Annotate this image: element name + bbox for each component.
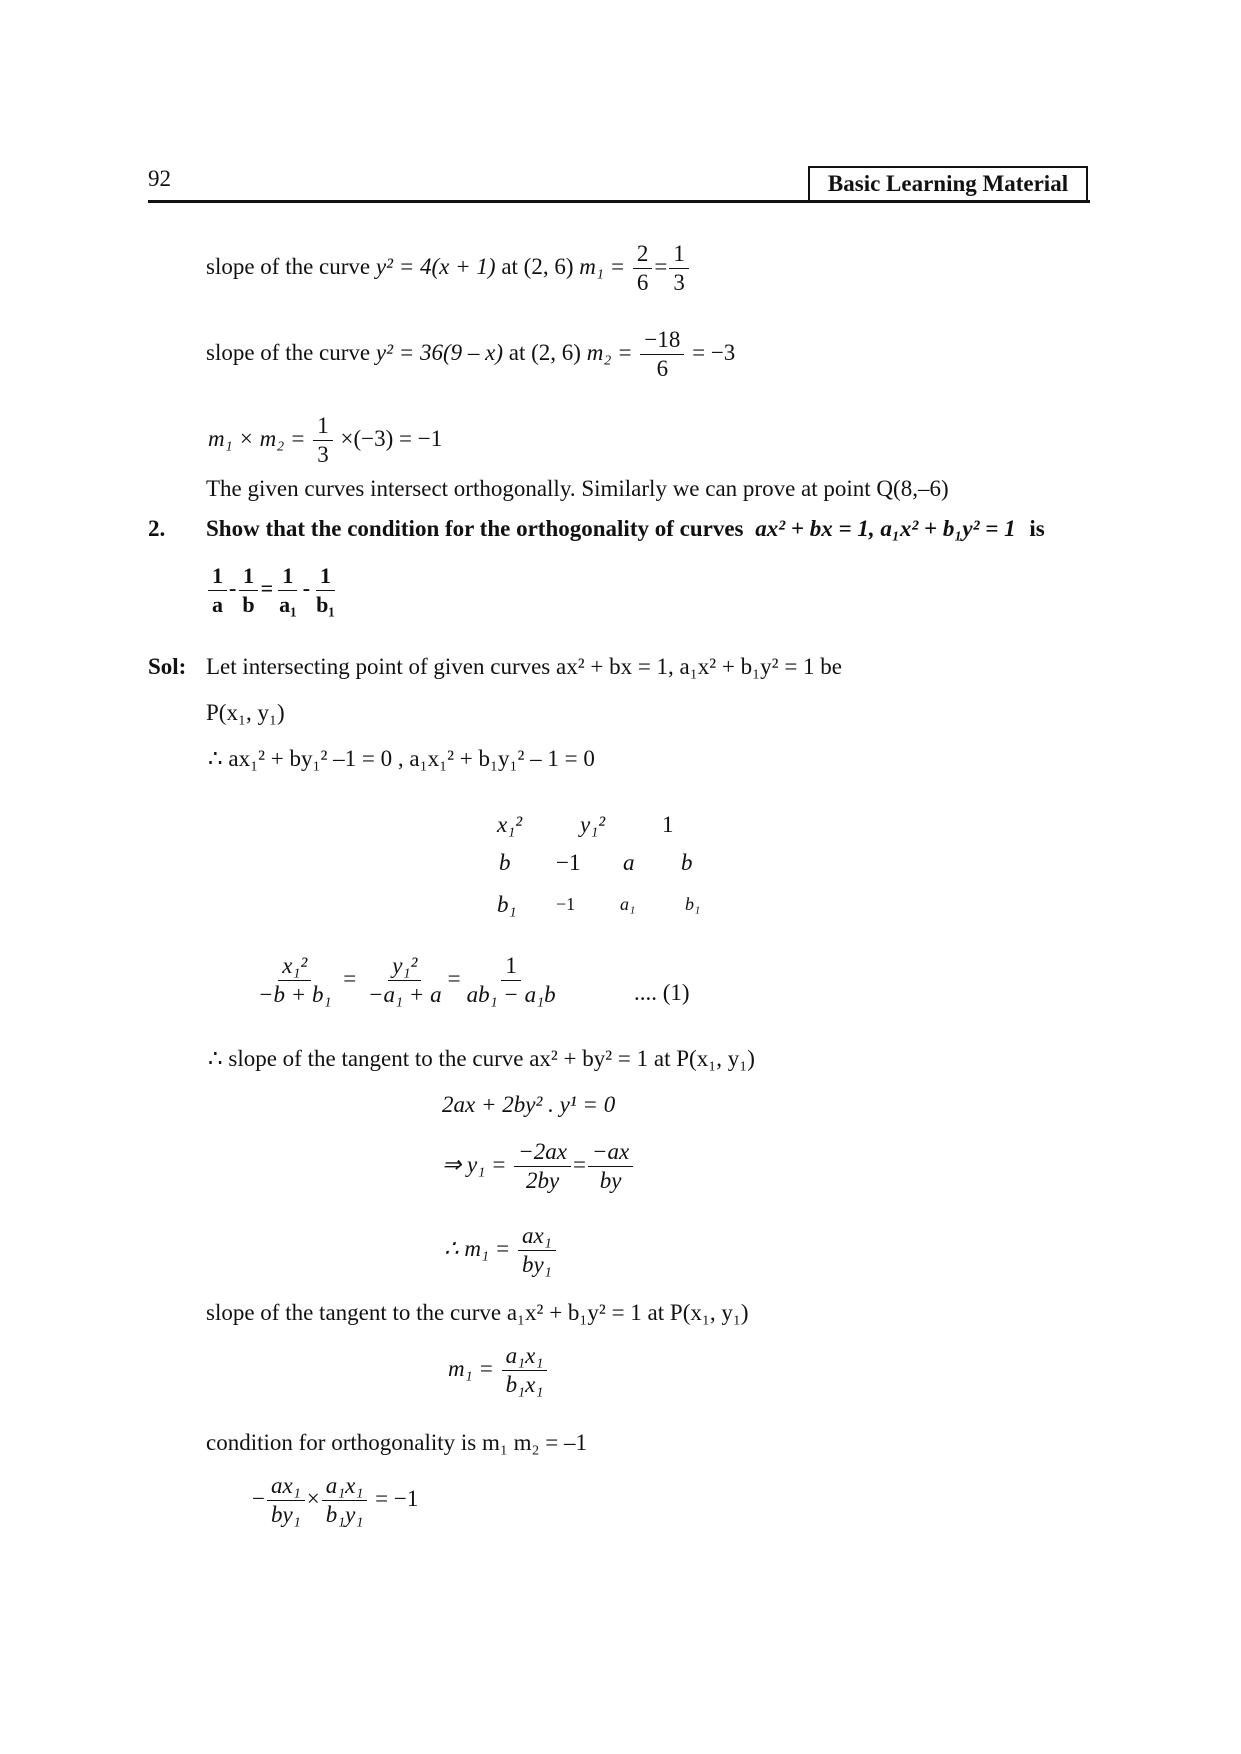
equation: y² = 4(x + 1): [375, 253, 496, 279]
grid-r1-c1: x₁²: [497, 812, 523, 837]
fraction: $\frac{-18}{6}$: [640, 326, 684, 383]
solution-line-7: [444, 1222, 558, 1279]
grid-r2-c1: b: [499, 850, 511, 875]
grid-r2-c4: b: [681, 850, 693, 875]
fraction: $\frac{-ax}{by}$: [588, 1138, 633, 1195]
grid-r3-c1: b₁: [497, 892, 517, 917]
slope-label: m₂ =: [586, 339, 633, 365]
slope-label: m₁ =: [579, 253, 626, 279]
fraction: $\frac{1}{3}$: [313, 412, 333, 469]
grid-r2-c3: a: [623, 850, 635, 875]
fraction: $\frac{-2ax}{2by}$: [514, 1138, 571, 1195]
solution-line-4: ∴ slope of the tangent to the curve ax² + by² = 1 at P(x₁, y₁): [208, 1046, 755, 1071]
solution-line-1: Let intersecting point of given curves ax² + bx = 1, a₁x² + b₁y² = 1 be: [206, 654, 842, 679]
fraction: $\frac{\text{y₁²}}{\text{−a₁ + a}}$: [368, 953, 442, 1007]
point: at (2, 6): [508, 339, 581, 365]
line-slope-curve-2: [206, 326, 735, 383]
text: slope of the curve: [206, 253, 371, 279]
fraction: $\frac{1}{\text{a₁}}$: [279, 563, 297, 617]
fraction: $\frac{1}{3}$: [669, 240, 689, 297]
lhs: ∴ m₁ =: [444, 1235, 511, 1261]
fraction: $\frac{2}{6}$: [633, 240, 653, 297]
fraction: $\frac{\text{ax₁}}{\text{by₁}}$: [267, 1472, 305, 1529]
fraction: $\frac{1}{\text{ab₁ − a₁b}}$: [466, 953, 556, 1007]
equation-1-tag: .... (1): [634, 980, 690, 1005]
fraction: $\frac{\text{ax₁}}{\text{by₁}}$: [518, 1222, 556, 1279]
line-conclusion: The given curves intersect orthogonally. Similarly we can prove at point Q(8,–6): [206, 476, 949, 501]
fraction: $\frac{1}{a}$: [208, 562, 227, 619]
fraction: $\frac{1}{b}$: [238, 562, 258, 619]
problem-number: 2.: [148, 516, 166, 541]
solution-line-2: P(x₁, y₁): [206, 700, 285, 725]
statement-text: Show that the condition for the orthogonality of curves: [206, 516, 744, 541]
solution-line-6: ⇒ y₁ = $\frac{-2ax}{2by}$ = $\frac{-ax}{by}$: [442, 1138, 635, 1195]
problem-statement: [206, 516, 1045, 542]
grid-r1-c3: 1: [662, 812, 674, 837]
line-slope-curve-1: slope of the curve y² = 4(x + 1) at (2, 6) m₁ = $\frac{2}{6}$ = $\frac{1}{3}$: [206, 240, 691, 297]
grid-r3-c4: b₁: [685, 894, 701, 914]
solution-label: Sol:: [148, 654, 187, 679]
line-product: [208, 412, 442, 469]
page-number: 92: [148, 166, 171, 191]
solution-line-5: 2ax + 2by² . y¹ = 0: [442, 1092, 616, 1117]
solution-line-8: slope of the tangent to the curve a₁x² + b₁y² = 1 at P(x₁, y₁): [206, 1300, 749, 1325]
orthogonality-condition: $\frac{1}{a}$ - $\frac{1}{b}$ = $\frac{1}{\text{a₁}}$ - $\frac{1}{\text{b₁}}$: [206, 562, 341, 619]
grid-r3-c3: a₁: [620, 894, 636, 914]
result: = −3: [692, 339, 736, 365]
result: ×(−3) = −1: [340, 425, 443, 451]
result: = −1: [375, 1485, 419, 1511]
fraction: $\frac{1}{\text{b₁}}$: [316, 563, 335, 617]
header-title: Basic Learning Material: [808, 166, 1088, 202]
equation: y² = 36(9 – x): [375, 339, 504, 365]
header-rule: [148, 200, 1090, 203]
fraction: $\frac{\text{a₁x₁}}{\text{b₁x₁}}$: [502, 1342, 548, 1399]
fraction: $\frac{\text{a₁x₁}}{\text{b₁y₁}}$: [322, 1472, 368, 1529]
grid-r3-c2: −1: [556, 894, 576, 914]
fraction: $\frac{\text{x₁²}}{\text{−b + b₁}}$: [258, 953, 332, 1007]
grid-r1-c2: y₁²: [580, 812, 606, 837]
point: at (2, 6): [501, 253, 574, 279]
curves: ax² + bx = 1, a₁x² + b₁y² = 1: [755, 516, 1016, 541]
text: slope of the curve: [206, 339, 371, 365]
solution-line-9: [448, 1342, 549, 1399]
lhs: ⇒ y₁ =: [442, 1151, 507, 1177]
is-text: is: [1029, 516, 1045, 541]
grid-r2-c2: −1: [556, 850, 581, 875]
solution-line-11: − $\frac{\text{ax₁}}{\text{by₁}}$ × $\frac{\text{a₁x₁}}{\text{b₁y₁}}$ = −1: [252, 1473, 419, 1527]
solution-line-10: condition for orthogonality is m₁ m₂ = –1: [206, 1430, 588, 1455]
product-label: m₁ × m₂ =: [208, 425, 306, 451]
lhs: m₁ =: [448, 1355, 494, 1381]
solution-line-3: ∴ ax₁² + by₁² –1 = 0 , a₁x₁² + b₁y₁² – 1 = 0: [208, 746, 595, 771]
equation-1: $\frac{\text{x₁²}}{\text{−b + b₁}}$ = $\frac{\text{y₁²}}{\text{−a₁ + a}}$ = $\frac{1}{\text{ab₁ − a₁b}}$: [252, 952, 562, 1009]
